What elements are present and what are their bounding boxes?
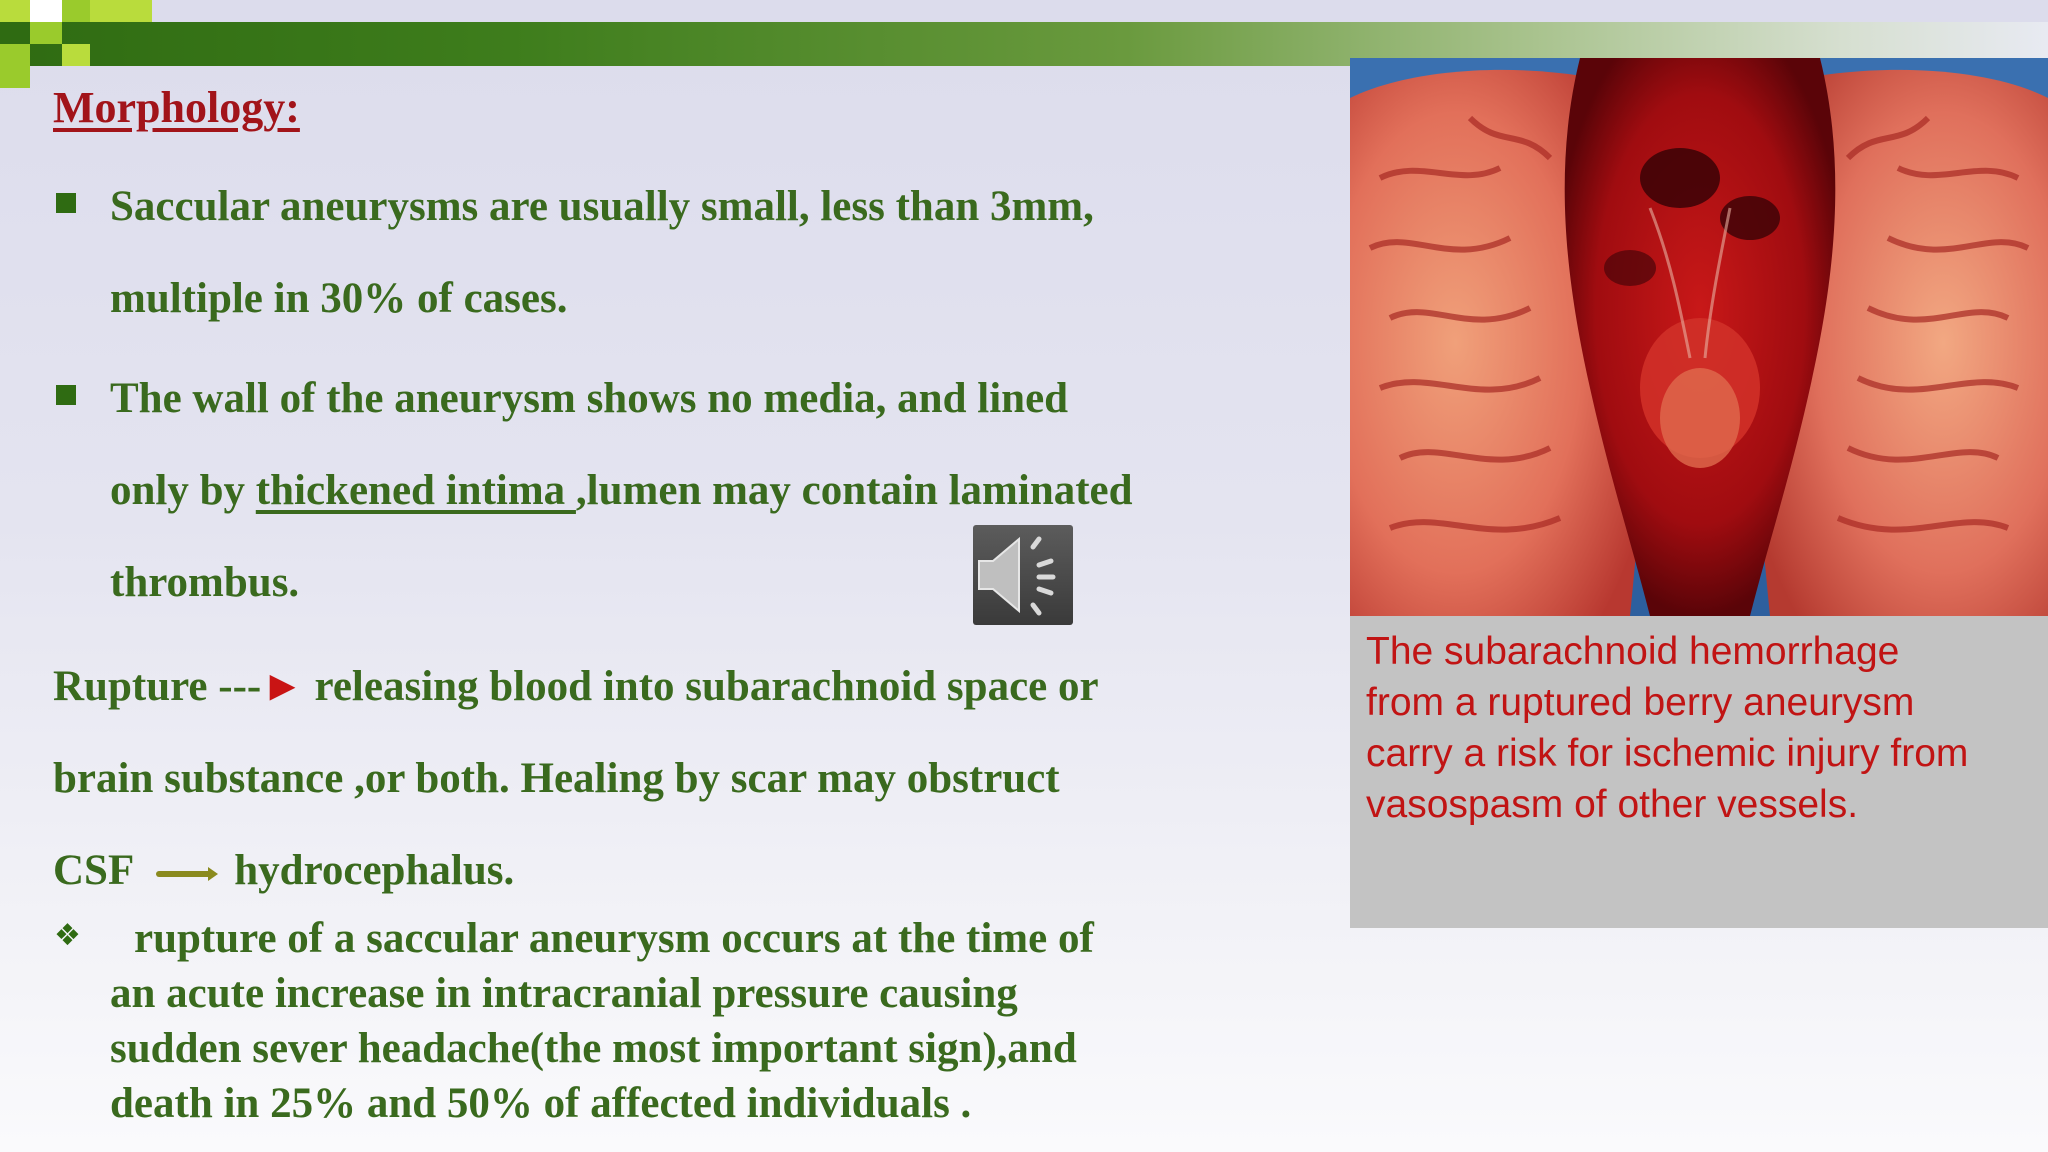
note-line-3: sudden sever headache(the most important sign),and [110, 1025, 1077, 1072]
rupture-line-1-rest: releasing blood into subarachnoid space or [303, 663, 1099, 710]
csf-label: CSF [53, 847, 135, 894]
corner-decoration [0, 0, 30, 22]
bullet-2-line-1: The wall of the aneurysm shows no media, and lined [110, 375, 1069, 422]
bullet-2-line-3: thrombus. [110, 559, 300, 606]
bullet-1-line-2: multiple in 30% of cases. [110, 275, 568, 322]
corner-decoration [30, 22, 62, 44]
diamond-bullet-icon: ❖ [54, 918, 81, 953]
speaker-icon[interactable] [973, 525, 1073, 625]
square-bullet-icon [56, 385, 76, 405]
rupture-line-2: brain substance ,or both. Healing by scar may obstruct [53, 755, 1060, 802]
hydrocephalus-label: hydrocephalus. [234, 847, 515, 894]
bullet-1-line-1: Saccular aneurysms are usually small, less than 3mm, [110, 183, 1094, 230]
rupture-label: Rupture --- [53, 663, 262, 710]
note-line-4: death in 25% and 50% of affected individuals . [110, 1080, 972, 1127]
corner-decoration [90, 0, 152, 22]
corner-decoration [0, 44, 30, 88]
bullet-2-line-2-prefix: only by [110, 467, 256, 514]
rupture-line-3 [53, 846, 514, 895]
corner-decoration [0, 22, 30, 44]
slide-heading: Morphology: [53, 83, 300, 132]
speaker-glyph [973, 525, 1073, 625]
note-line-2: an acute increase in intracranial pressure causing [110, 970, 1018, 1017]
caption-box [1350, 616, 2048, 928]
corner-decoration [30, 0, 62, 22]
rupture-line-1 [53, 662, 1099, 711]
photo-caption: The subarachnoid hemorrhage from a ruptured berry aneurysm carry a risk for ischemic injury from vasospasm of other vessels. [1366, 630, 1969, 826]
note-line-1: rupture of a saccular aneurysm occurs at the time of [134, 915, 1094, 962]
right-arrow-icon [156, 867, 218, 881]
corner-decoration [62, 44, 90, 66]
brain-photo-drawing [1350, 58, 2048, 616]
bullet-2-line-2 [110, 466, 1133, 515]
brain-photo [1350, 58, 2048, 616]
corner-decoration [62, 0, 90, 22]
underlined-term: thickened intima [255, 467, 576, 514]
square-bullet-icon [56, 193, 76, 213]
bullet-2-line-2-suffix: ,lumen may contain laminated [575, 467, 1133, 514]
red-arrow-icon: ► [261, 663, 304, 710]
